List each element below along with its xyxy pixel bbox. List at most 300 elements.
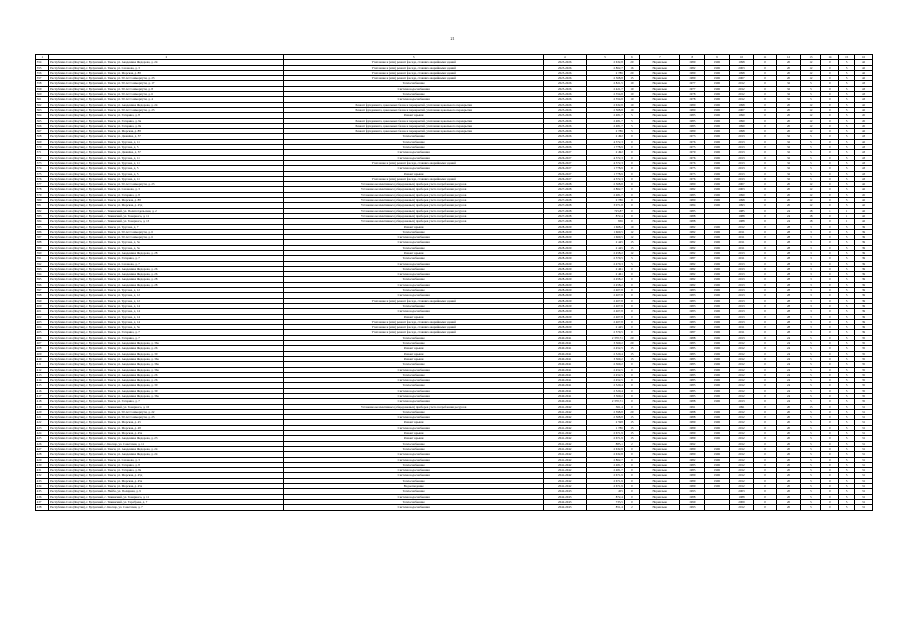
- table-cell: Республика Саха (Якутия), г. Булунский, п. Тикси, ул. Академика Федорова, д. 28: [49, 277, 284, 282]
- table-cell: Республика Саха (Якутия), г. Булунский, п. Тикси, ул. Академика Федорова, д. 36а: [49, 362, 284, 367]
- table-cell: 0: [754, 346, 776, 351]
- table-cell: Теплоснабжение: [284, 489, 544, 494]
- table-cell: 0: [624, 266, 640, 271]
- table-cell: 2011: [729, 256, 754, 261]
- table-cell: Нормально: [640, 420, 680, 425]
- table-cell: 1996: [705, 277, 730, 282]
- table-cell: Республика Саха (Якутия), г. Булунский, п. Тикси, ул. Академика Федорова, д. 36а: [49, 394, 284, 399]
- table-cell: Установка коллективных (общедомовых) приборов учета потребления ресурсов: [284, 182, 544, 187]
- table-cell: 10: [624, 224, 640, 229]
- table-cell: Установка коллективных (общедомовых) приборов учета потребления ресурсов: [284, 404, 544, 409]
- table-cell: 1996: [705, 303, 730, 308]
- table-cell: 39: [854, 272, 872, 277]
- table-cell: 2013: [729, 272, 754, 277]
- table-cell: 5: [801, 462, 821, 467]
- table-cell: Теплоснабжение: [284, 499, 544, 504]
- table-cell: 0: [624, 404, 640, 409]
- table-cell: Республика Саха (Якутия), г. Булунский, п. Тикси, ул. Академика Федорова, д. 23: [49, 436, 284, 441]
- table-cell: Система водоснабжения: [284, 394, 544, 399]
- table-cell: Республика Саха (Якутия), г. Булунский, п. Тикси, ул. Сазанова, д. 7: [49, 261, 284, 266]
- table-cell: 2 786: [586, 198, 624, 203]
- table-cell: 2 461: [586, 266, 624, 271]
- table-cell: 5: [839, 261, 855, 266]
- table-cell: Нормально: [640, 86, 680, 91]
- table-cell: 393: [36, 266, 49, 271]
- table-cell: 2041-2042: [544, 441, 587, 446]
- table-cell: 2 632,8: [586, 102, 624, 107]
- table-cell: 1985: [680, 462, 705, 467]
- table-cell: 1983: [680, 319, 705, 324]
- table-cell: 0: [754, 229, 776, 234]
- table-cell: 42: [854, 139, 872, 144]
- table-cell: 39: [854, 282, 872, 287]
- table-cell: 0: [754, 272, 776, 277]
- table-cell: 2028-2029: [544, 256, 587, 261]
- table-cell: 0: [624, 494, 640, 499]
- table-cell: 5: [839, 60, 855, 65]
- table-cell: 31: [854, 415, 872, 420]
- table-cell: 355: [36, 65, 49, 70]
- table-cell: 2012: [729, 367, 754, 372]
- table-cell: 5: [839, 229, 855, 234]
- table-cell: 24: [776, 372, 801, 377]
- table-cell: 42: [854, 107, 872, 112]
- table-cell: Республика Саха (Якутия), г. Булунский, п. Тикси, ул. Трусова, д. 5: [49, 171, 284, 176]
- table-cell: 5: [839, 335, 855, 340]
- table-cell: 0: [754, 293, 776, 298]
- table-cell: 437: [36, 499, 49, 504]
- table-cell: 5: [801, 436, 821, 441]
- table-cell: 425: [36, 436, 49, 441]
- table-cell: 1989: [680, 484, 705, 489]
- table-cell: Теплоснабжение: [284, 92, 544, 97]
- table-cell: 5: [839, 505, 855, 510]
- table-cell: Республика Саха (Якутия), г. Булунский, п. Тикси, ул. Морская, д. 88: [49, 198, 284, 203]
- table-cell: 1996: [705, 473, 730, 478]
- table-cell: 1983: [680, 298, 705, 303]
- table-cell: 2026-2027: [544, 160, 587, 165]
- table-cell: 20: [776, 113, 801, 118]
- table-cell: 2 598,8: [586, 409, 624, 414]
- table-cell: 2012: [729, 478, 754, 483]
- table-cell: 401: [36, 309, 49, 314]
- table-cell: 2 369,2: [586, 362, 624, 367]
- table-cell: 0: [821, 256, 839, 261]
- table-cell: Республика Саха (Якутия), г. Булунский, с. Кюсюр, ул. Советская, д. 11: [49, 441, 284, 446]
- table-cell: 379: [36, 192, 49, 197]
- table-cell: Теплоснабжение: [284, 383, 544, 388]
- table-cell: 31: [854, 478, 872, 483]
- table-cell: Утепление и (или) ремонт фасада, ставших аварийными зданий: [284, 76, 544, 81]
- table-cell: 0: [624, 484, 640, 489]
- table-cell: 0: [754, 383, 776, 388]
- table-cell: 387: [36, 235, 49, 240]
- table-cell: 1996: [705, 409, 730, 414]
- table-cell: 2 579,5: [586, 330, 624, 335]
- table-cell: 0: [754, 356, 776, 361]
- table-cell: 0: [754, 224, 776, 229]
- table-cell: 39: [854, 224, 872, 229]
- table-cell: 2 568,8: [586, 415, 624, 420]
- table-cell: 429: [36, 457, 49, 462]
- table-cell: 20: [624, 60, 640, 65]
- table-cell: 4 372,3: [586, 139, 624, 144]
- table-cell: 2013: [729, 176, 754, 181]
- table-cell: 20: [776, 182, 801, 187]
- table-cell: Ремонт крыши: [284, 314, 544, 319]
- table-cell: 3: [801, 314, 821, 319]
- table-cell: Теплоснабжение: [284, 245, 544, 250]
- table-cell: 2011: [729, 325, 754, 330]
- table-cell: Теплоснабжение: [284, 81, 544, 86]
- table-cell: 42: [854, 198, 872, 203]
- table-cell: 32: [776, 155, 801, 160]
- table-cell: 2028-2029: [544, 266, 587, 271]
- table-cell: Установка коллективных (общедомовых) приборов учета потребления ресурсов: [284, 213, 544, 218]
- table-cell: 1996: [705, 129, 730, 134]
- table-cell: 409: [36, 351, 49, 356]
- table-cell: 42: [854, 182, 872, 187]
- table-cell: Система водоснабжения: [284, 457, 544, 462]
- table-cell: 2012: [729, 468, 754, 473]
- table-cell: Теплоснабжение: [284, 288, 544, 293]
- table-cell: 5: [839, 478, 855, 483]
- table-cell: 0: [624, 277, 640, 282]
- table-cell: 15: [624, 245, 640, 250]
- table-cell: Республика Саха (Якутия), г. Булунский, п. Тикси, ул. Сазанова, д. 3: [49, 187, 284, 192]
- table-cell: 1975: [680, 145, 705, 150]
- table-cell: 2 458,2: [586, 277, 624, 282]
- table-cell: 2028-2029: [544, 272, 587, 277]
- table-cell: 0: [754, 314, 776, 319]
- table-cell: 2028-2029: [544, 314, 587, 319]
- table-cell: 0: [754, 394, 776, 399]
- table-cell: Республика Саха (Якутия), г. Булунский, п. Тикси, ул. Сазанова, д. 3: [49, 457, 284, 462]
- table-cell: 20: [776, 473, 801, 478]
- table-cell: 1982: [680, 250, 705, 255]
- table-cell: 5: [839, 240, 855, 245]
- table-cell: 20: [776, 462, 801, 467]
- table-cell: 0: [821, 314, 839, 319]
- table-cell: 0: [754, 462, 776, 467]
- table-cell: Нормально: [640, 378, 680, 383]
- table-cell: 1996: [705, 187, 730, 192]
- table-cell: 455: [586, 489, 624, 494]
- table-cell: 2 445: [586, 245, 624, 250]
- table-cell: 1996: [705, 462, 730, 467]
- table-cell: Нормально: [640, 134, 680, 139]
- table-cell: 20: [776, 436, 801, 441]
- table-cell: 18: [801, 219, 821, 224]
- table-cell: Теплоснабжение: [284, 372, 544, 377]
- table-cell: 1 669,5: [586, 229, 624, 234]
- table-cell: 407: [36, 341, 49, 346]
- table-cell: Нормально: [640, 266, 680, 271]
- table-cell: 5: [801, 425, 821, 430]
- table-cell: 388: [36, 240, 49, 245]
- table-cell: 5: [801, 452, 821, 457]
- table-cell: 1996: [705, 431, 730, 436]
- table-cell: 1996: [705, 356, 730, 361]
- table-cell: Республика Саха (Якутия), г. Булунский, п. Тикси, ул. Трусова, д. 11: [49, 160, 284, 165]
- table-cell: Нормально: [640, 160, 680, 165]
- table-cell: 0: [821, 192, 839, 197]
- table-cell: 370: [36, 145, 49, 150]
- table-cell: 5: [624, 113, 640, 118]
- table-cell: 0: [754, 261, 776, 266]
- table-cell: Нормально: [640, 484, 680, 489]
- table-cell: Республика Саха (Якутия), г. Булунский, п. Тикси, ул. Морская, д. 45д: [49, 203, 284, 208]
- table-cell: Теплоснабжение: [284, 134, 544, 139]
- table-cell: 31: [854, 409, 872, 414]
- table-cell: 0: [624, 155, 640, 160]
- table-cell: 2 481,7: [586, 118, 624, 123]
- table-cell: 0: [821, 166, 839, 171]
- table-cell: 0: [754, 192, 776, 197]
- table-cell: 31: [854, 499, 872, 504]
- table-cell: 2 421,7: [586, 86, 624, 91]
- table-cell: 1996: [705, 420, 730, 425]
- table-cell: 0: [754, 150, 776, 155]
- table-cell: 0: [821, 182, 839, 187]
- table-cell: 1983: [680, 303, 705, 308]
- table-cell: Республика Саха (Якутия), г. Булунский, с. Кюсюр, ул. Советская, д. 7: [49, 505, 284, 510]
- table-cell: 10: [624, 86, 640, 91]
- table-cell: 5: [839, 367, 855, 372]
- table-cell: 0: [821, 409, 839, 414]
- table-cell: Нормально: [640, 494, 680, 499]
- table-cell: 12: [624, 235, 640, 240]
- table-cell: Установка коллективных (общедомовых) приборов учета потребления ресурсов: [284, 198, 544, 203]
- table-cell: 2027-2028: [544, 192, 587, 197]
- table-cell: Республика Саха (Якутия), г. Булунский, п. Тикси, ул. Трусова, д. 3а: [49, 245, 284, 250]
- table-cell: 366: [36, 123, 49, 128]
- table-cell: Республика Саха (Якутия), г. Булунский, п. Тикси, ул. Гагарина, д. 7: [49, 335, 284, 340]
- table-cell: 15: [624, 76, 640, 81]
- table-cell: 39: [854, 288, 872, 293]
- table-cell: Нормально: [640, 409, 680, 414]
- table-cell: 2 481,7: [586, 123, 624, 128]
- table-cell: 5: [801, 155, 821, 160]
- table-cell: 3: [801, 261, 821, 266]
- table-cell: Нормально: [640, 261, 680, 266]
- table-cell: 0: [821, 356, 839, 361]
- table-cell: 1989: [680, 478, 705, 483]
- table-cell: 1998: [729, 70, 754, 75]
- table-cell: 43: [854, 160, 872, 165]
- table-cell: 0: [754, 213, 776, 218]
- table-cell: 5: [839, 171, 855, 176]
- table-cell: Республика Саха (Якутия), г. Булунский, п. Тикси, ул. Морская, д. 88: [49, 70, 284, 75]
- table-cell: 20: [776, 494, 801, 499]
- table-cell: 1982: [680, 457, 705, 462]
- table-cell: 1998: [729, 198, 754, 203]
- table-cell: 1996: [705, 250, 730, 255]
- table-cell: 5: [839, 288, 855, 293]
- table-cell: 0: [754, 65, 776, 70]
- table-cell: 2 671,9: [586, 431, 624, 436]
- table-cell: 0: [821, 176, 839, 181]
- table-cell: 5: [839, 298, 855, 303]
- table-cell: 42: [854, 102, 872, 107]
- table-cell: 35: [854, 388, 872, 393]
- table-cell: 0: [821, 457, 839, 462]
- table-cell: 2028-2029: [544, 224, 587, 229]
- table-cell: 24: [776, 341, 801, 346]
- table-cell: 2028-2029: [544, 293, 587, 298]
- table-cell: 0: [754, 436, 776, 441]
- table-cell: 0: [624, 288, 640, 293]
- table-cell: 1996: [705, 118, 730, 123]
- table-cell: 1978: [680, 92, 705, 97]
- table-cell: 1982: [680, 65, 705, 70]
- table-cell: 2 568,8: [586, 107, 624, 112]
- table-cell: Нормально: [640, 462, 680, 467]
- table-cell: 2012: [729, 436, 754, 441]
- table-cell: 2041-2042: [544, 478, 587, 483]
- table-cell: 35: [854, 356, 872, 361]
- table-cell: Республика Саха (Якутия), г. Булунский, п. Тикси, ул. Гагарина, д. 8: [49, 462, 284, 467]
- table-cell: 0: [821, 388, 839, 393]
- table-cell: 0: [754, 399, 776, 404]
- table-cell: 24: [776, 383, 801, 388]
- table-cell: 1985: [680, 192, 705, 197]
- table-cell: 31: [854, 473, 872, 478]
- table-cell: Нормально: [640, 362, 680, 367]
- table-cell: 408: [36, 346, 49, 351]
- table-cell: 2040-2041: [544, 372, 587, 377]
- table-cell: 5: [839, 139, 855, 144]
- table-cell: 2: [624, 505, 640, 510]
- table-cell: 24: [776, 335, 801, 340]
- table-cell: 43: [854, 97, 872, 102]
- table-cell: 5: [839, 187, 855, 192]
- table-cell: 0: [754, 404, 776, 409]
- table-cell: Система водоснабжения: [284, 282, 544, 287]
- table-cell: 5: [839, 235, 855, 240]
- table-cell: 5: [801, 171, 821, 176]
- table-cell: 0: [624, 187, 640, 192]
- table-cell: 2028-2029: [544, 245, 587, 250]
- table-cell: 0: [754, 266, 776, 271]
- table-cell: 372: [36, 155, 49, 160]
- table-cell: 31: [854, 505, 872, 510]
- table-cell: 12: [801, 192, 821, 197]
- table-cell: 15: [624, 425, 640, 430]
- table-cell: 2012: [729, 351, 754, 356]
- table-cell: Система водоснабжения: [284, 166, 544, 171]
- table-body: [36, 60, 873, 510]
- page-number: 21: [450, 36, 455, 41]
- table-cell: Нормально: [640, 325, 680, 330]
- table-cell: 20: [776, 70, 801, 75]
- table-cell: 35: [854, 378, 872, 383]
- table-cell: Республика Саха (Якутия), г. Булунский, п. Тикси, ул. 50 лет Севморпути, д. 23: [49, 415, 284, 420]
- table-cell: 417: [36, 394, 49, 399]
- table-cell: 1982: [680, 277, 705, 282]
- table-cell: 12: [801, 129, 821, 134]
- table-cell: 35: [854, 399, 872, 404]
- table-cell: 392: [36, 261, 49, 266]
- table-cell: Республика Саха (Якутия), г. Булунский, п. Тикси, ул. 50 лет Севморпути, д. 4: [49, 97, 284, 102]
- table-cell: 2025-2026: [544, 70, 587, 75]
- table-cell: 0: [821, 330, 839, 335]
- table-cell: Республика Саха (Якутия), г. Булунский, п. Тикси, ул. Трусова, д. 14: [49, 309, 284, 314]
- table-cell: 10: [624, 97, 640, 102]
- table-cell: 2013: [729, 314, 754, 319]
- table-cell: 20: [776, 203, 801, 208]
- table-cell: Нормально: [640, 425, 680, 430]
- table-cell: 39: [854, 250, 872, 255]
- table-cell: 10: [624, 81, 640, 86]
- table-cell: 5: [624, 129, 640, 134]
- table-cell: 2: [624, 441, 640, 446]
- table-cell: 1996: [705, 415, 730, 420]
- column-header: 12: [776, 55, 801, 60]
- table-cell: 2011: [729, 245, 754, 250]
- table-cell: 2 481,7: [586, 113, 624, 118]
- table-cell: 3: [801, 240, 821, 245]
- table-cell: 5: [801, 505, 821, 510]
- table-cell: Нормально: [640, 229, 680, 234]
- table-cell: 394: [36, 272, 49, 277]
- table-cell: 16: [624, 65, 640, 70]
- table-cell: 1985: [680, 356, 705, 361]
- table-cell: 0: [754, 282, 776, 287]
- table-cell: Республика Саха (Якутия), г. Булунский, п. Тикси, ул. 50 лет Севморпути, д. 8: [49, 86, 284, 91]
- table-cell: 5: [839, 277, 855, 282]
- table-cell: Система водоснабжения: [284, 155, 544, 160]
- table-cell: 358: [36, 81, 49, 86]
- table-cell: 5: [801, 378, 821, 383]
- table-cell: 1991: [729, 404, 754, 409]
- table-cell: 0: [754, 182, 776, 187]
- table-cell: Нормально: [640, 309, 680, 314]
- table-cell: 1976: [680, 160, 705, 165]
- table-cell: 2013: [729, 399, 754, 404]
- table-cell: 2012: [729, 388, 754, 393]
- table-cell: 2012: [729, 415, 754, 420]
- table-cell: 1996: [705, 192, 730, 197]
- table-cell: 20: [776, 499, 801, 504]
- table-cell: 2 671,9: [586, 478, 624, 483]
- table-cell: Республика Саха (Якутия), г. Булунский, п. Найба, ул. Полярная, д. 9: [49, 489, 284, 494]
- table-cell: 1988: [680, 335, 705, 340]
- table-cell: Установка коллективных (общедомовых) приборов учета потребления ресурсов: [284, 208, 544, 213]
- table-cell: 0: [754, 70, 776, 75]
- table-cell: 0: [821, 213, 839, 218]
- table-cell: 0: [754, 431, 776, 436]
- table-cell: 0: [754, 335, 776, 340]
- table-cell: 2025-2026: [544, 134, 587, 139]
- table-cell: Система водоснабжения: [284, 293, 544, 298]
- table-cell: 5: [801, 139, 821, 144]
- table-cell: Республика Саха (Якутия), г. Булунский, п. Тикси, ул. Академика Федорова, д. 24: [49, 452, 284, 457]
- table-cell: Ремонт фундамента, цокольных балок и перекрытий, утепление цокольного перекрытия: [284, 129, 544, 134]
- table-cell: 5: [839, 107, 855, 112]
- table-cell: 0: [754, 113, 776, 118]
- table-cell: 405: [36, 330, 49, 335]
- table-cell: 5: [839, 76, 855, 81]
- table-cell: 1996: [705, 399, 730, 404]
- table-cell: Республика Саха (Якутия), г. Булунский, п. Тикси, ул. Трусова, д. 5: [49, 166, 284, 171]
- table-cell: 3: [801, 303, 821, 308]
- table-cell: 0: [821, 219, 839, 224]
- table-cell: 0: [821, 107, 839, 112]
- table-cell: 5: [839, 198, 855, 203]
- table-cell: 1: [839, 219, 855, 224]
- table-cell: 2012: [729, 452, 754, 457]
